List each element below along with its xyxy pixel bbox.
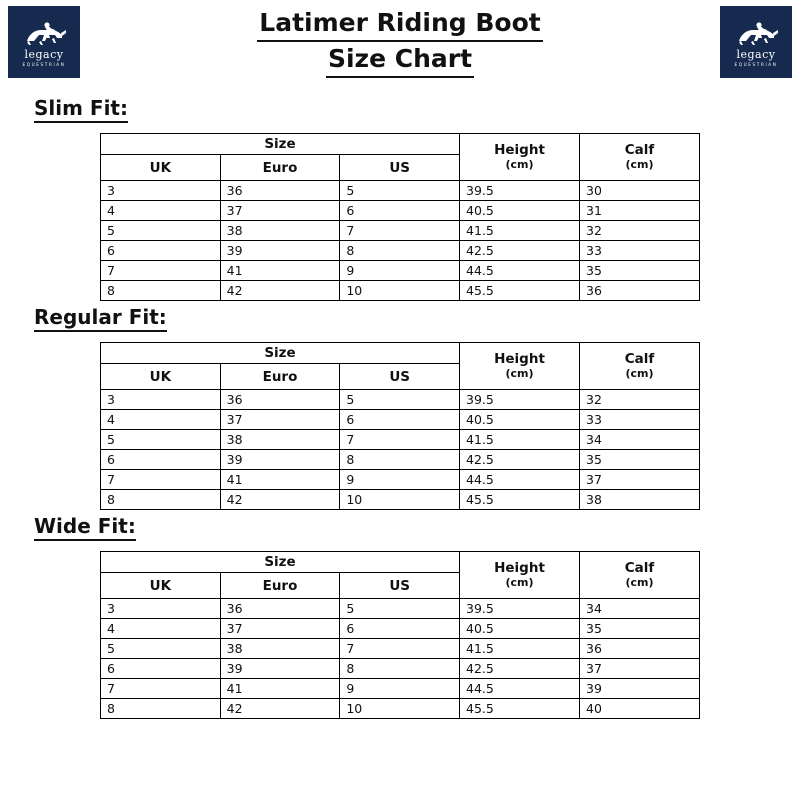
table-row — [101, 659, 700, 679]
page-header — [0, 0, 800, 92]
header-uk: UK — [101, 364, 221, 390]
cell-height: 45.5 — [460, 699, 580, 719]
cell-uk: 4 — [101, 619, 221, 639]
cell-height: 45.5 — [460, 490, 580, 510]
table-row — [101, 619, 700, 639]
cell-height: 44.5 — [460, 470, 580, 490]
header-us: US — [340, 155, 460, 181]
section-slim-fit — [0, 96, 800, 301]
cell-height: 42.5 — [460, 241, 580, 261]
table-row — [101, 261, 700, 281]
cell-height: 42.5 — [460, 659, 580, 679]
cell-height: 45.5 — [460, 281, 580, 301]
header-height-label: Height — [494, 559, 545, 576]
table-row — [101, 241, 700, 261]
cell-uk: 6 — [101, 241, 221, 261]
cell-uk: 6 — [101, 450, 221, 470]
cell-uk: 7 — [101, 470, 221, 490]
cell-us: 6 — [340, 410, 460, 430]
logo-wordmark: legacy — [24, 47, 64, 61]
cell-uk: 7 — [101, 261, 221, 281]
header-calf — [580, 134, 700, 181]
cell-us: 5 — [340, 390, 460, 410]
cell-euro: 41 — [220, 470, 340, 490]
cell-euro: 39 — [220, 241, 340, 261]
header-us: US — [340, 364, 460, 390]
cell-uk: 4 — [101, 201, 221, 221]
header-calf-unit: (cm) — [625, 366, 654, 380]
section-title: Wide Fit: — [34, 514, 136, 541]
header-size-group: Size — [101, 343, 460, 364]
cell-calf: 34 — [580, 599, 700, 619]
cell-euro: 38 — [220, 639, 340, 659]
brand-logo-left — [8, 6, 80, 78]
header-uk: UK — [101, 155, 221, 181]
cell-euro: 37 — [220, 619, 340, 639]
logo-subtext: EQUESTRIAN — [22, 61, 66, 67]
cell-euro: 36 — [220, 181, 340, 201]
header-calf-unit: (cm) — [625, 575, 654, 589]
section-title: Slim Fit: — [34, 96, 128, 123]
cell-us: 9 — [340, 470, 460, 490]
cell-euro: 36 — [220, 599, 340, 619]
cell-us: 5 — [340, 599, 460, 619]
cell-us: 9 — [340, 679, 460, 699]
size-table-slim-fit — [100, 133, 700, 301]
table-row — [101, 599, 700, 619]
cell-calf: 40 — [580, 699, 700, 719]
cell-calf: 37 — [580, 659, 700, 679]
cell-euro: 42 — [220, 281, 340, 301]
cell-height: 39.5 — [460, 599, 580, 619]
header-us: US — [340, 573, 460, 599]
cell-uk: 3 — [101, 181, 221, 201]
section-regular-fit — [0, 305, 800, 510]
cell-euro: 38 — [220, 221, 340, 241]
cell-uk: 6 — [101, 659, 221, 679]
header-calf — [580, 552, 700, 599]
cell-calf: 34 — [580, 430, 700, 450]
cell-us: 7 — [340, 639, 460, 659]
header-calf-label: Calf — [624, 559, 655, 576]
table-row — [101, 390, 700, 410]
cell-euro: 42 — [220, 699, 340, 719]
page-title — [0, 0, 800, 78]
cell-calf: 35 — [580, 619, 700, 639]
cell-uk: 8 — [101, 699, 221, 719]
table-row — [101, 430, 700, 450]
table-row — [101, 281, 700, 301]
cell-euro: 38 — [220, 430, 340, 450]
table-row — [101, 639, 700, 659]
cell-calf: 33 — [580, 241, 700, 261]
section-title: Regular Fit: — [34, 305, 167, 332]
cell-euro: 41 — [220, 679, 340, 699]
cell-height: 41.5 — [460, 639, 580, 659]
brand-logo-right — [720, 6, 792, 78]
cell-calf: 37 — [580, 470, 700, 490]
table-row — [101, 679, 700, 699]
cell-height: 42.5 — [460, 450, 580, 470]
cell-height: 41.5 — [460, 221, 580, 241]
cell-uk: 7 — [101, 679, 221, 699]
table-row — [101, 181, 700, 201]
table-header-group-row — [101, 343, 700, 364]
cell-uk: 5 — [101, 430, 221, 450]
header-size-group: Size — [101, 552, 460, 573]
cell-us: 7 — [340, 430, 460, 450]
cell-us: 10 — [340, 490, 460, 510]
header-uk: UK — [101, 573, 221, 599]
header-calf-unit: (cm) — [625, 157, 654, 171]
cell-euro: 37 — [220, 201, 340, 221]
cell-calf: 31 — [580, 201, 700, 221]
cell-calf: 36 — [580, 639, 700, 659]
size-table-wide-fit — [100, 551, 700, 719]
page-title-line-1: Latimer Riding Boot — [257, 6, 542, 42]
table-row — [101, 470, 700, 490]
cell-uk: 8 — [101, 490, 221, 510]
header-height-label: Height — [494, 350, 545, 367]
cell-calf: 30 — [580, 181, 700, 201]
cell-uk: 3 — [101, 599, 221, 619]
cell-us: 8 — [340, 659, 460, 679]
header-height — [460, 343, 580, 390]
cell-height: 40.5 — [460, 201, 580, 221]
table-row — [101, 490, 700, 510]
cell-calf: 35 — [580, 450, 700, 470]
cell-euro: 36 — [220, 390, 340, 410]
cell-euro: 42 — [220, 490, 340, 510]
cell-uk: 8 — [101, 281, 221, 301]
header-calf — [580, 343, 700, 390]
header-height-unit: (cm) — [505, 366, 534, 380]
header-calf-label: Calf — [624, 141, 655, 158]
cell-euro: 37 — [220, 410, 340, 430]
cell-us: 5 — [340, 181, 460, 201]
table-row — [101, 201, 700, 221]
cell-us: 7 — [340, 221, 460, 241]
cell-height: 40.5 — [460, 619, 580, 639]
cell-calf: 33 — [580, 410, 700, 430]
cell-us: 6 — [340, 619, 460, 639]
header-height-label: Height — [494, 141, 545, 158]
cell-us: 6 — [340, 201, 460, 221]
cell-euro: 39 — [220, 450, 340, 470]
header-euro: Euro — [220, 364, 340, 390]
logo-subtext: EQUESTRIAN — [734, 61, 778, 67]
table-row — [101, 410, 700, 430]
header-height — [460, 134, 580, 181]
header-height-unit: (cm) — [505, 157, 534, 171]
cell-euro: 39 — [220, 659, 340, 679]
header-size-group: Size — [101, 134, 460, 155]
section-wide-fit — [0, 514, 800, 719]
horse-rider-icon — [21, 21, 67, 47]
cell-calf: 32 — [580, 221, 700, 241]
cell-calf: 36 — [580, 281, 700, 301]
cell-us: 8 — [340, 450, 460, 470]
cell-uk: 5 — [101, 639, 221, 659]
cell-us: 10 — [340, 281, 460, 301]
table-header-group-row — [101, 552, 700, 573]
horse-rider-icon — [733, 21, 779, 47]
page-title-line-2: Size Chart — [326, 42, 474, 78]
size-table-regular-fit — [100, 342, 700, 510]
cell-us: 8 — [340, 241, 460, 261]
header-calf-label: Calf — [624, 350, 655, 367]
header-height — [460, 552, 580, 599]
cell-us: 9 — [340, 261, 460, 281]
header-height-unit: (cm) — [505, 575, 534, 589]
table-row — [101, 450, 700, 470]
table-header-group-row — [101, 134, 700, 155]
cell-height: 39.5 — [460, 390, 580, 410]
cell-height: 44.5 — [460, 261, 580, 281]
cell-calf: 39 — [580, 679, 700, 699]
cell-uk: 5 — [101, 221, 221, 241]
header-euro: Euro — [220, 155, 340, 181]
logo-wordmark: legacy — [736, 47, 776, 61]
cell-uk: 3 — [101, 390, 221, 410]
cell-calf: 32 — [580, 390, 700, 410]
table-row — [101, 699, 700, 719]
header-euro: Euro — [220, 573, 340, 599]
cell-height: 44.5 — [460, 679, 580, 699]
table-row — [101, 221, 700, 241]
cell-height: 40.5 — [460, 410, 580, 430]
cell-height: 41.5 — [460, 430, 580, 450]
cell-height: 39.5 — [460, 181, 580, 201]
cell-us: 10 — [340, 699, 460, 719]
cell-uk: 4 — [101, 410, 221, 430]
cell-calf: 35 — [580, 261, 700, 281]
cell-calf: 38 — [580, 490, 700, 510]
cell-euro: 41 — [220, 261, 340, 281]
